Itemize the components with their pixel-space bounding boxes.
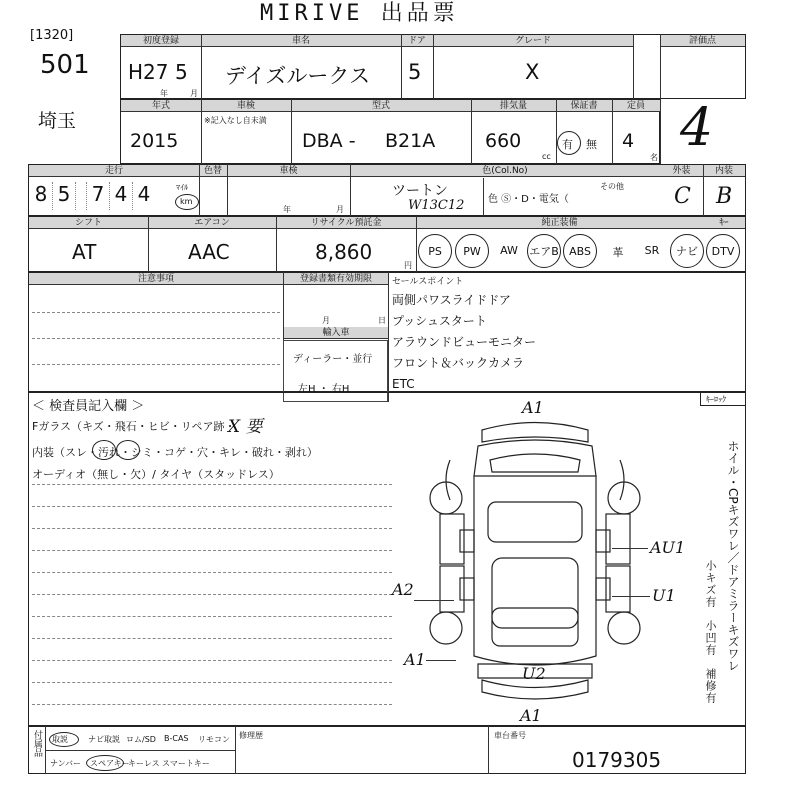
accessory-sparekey-circle — [86, 755, 124, 771]
displacement-value: 660 — [485, 130, 522, 152]
color-name: ツートン — [392, 183, 448, 199]
warranty-yes-circle — [557, 131, 581, 155]
interior-mark-1 — [92, 440, 116, 460]
form-title: MIRIVE 出品票 — [260, 1, 459, 26]
mark-left-rear: A1 — [404, 650, 426, 669]
expiry-year-unit: 年 — [283, 205, 291, 214]
sales-point: 両側パワスライドドア — [392, 293, 511, 307]
label-mileage: 走行 — [29, 165, 199, 177]
side-note-damage: 小キズ有 小凹有 補修有 — [704, 560, 717, 704]
shift-value: AT — [72, 240, 97, 264]
label-sales-points: セールスポイント — [392, 277, 464, 287]
deadline-month: 月 — [322, 316, 330, 325]
color-number: W13C12 — [408, 198, 465, 213]
color-other: その他 — [600, 182, 624, 191]
label-notes: 注意事項 — [29, 273, 283, 285]
sales-point: フロント＆バックカメラ — [392, 356, 525, 370]
label-exterior: 外装 — [660, 165, 703, 177]
doors-value: 5 — [408, 60, 422, 84]
recycle-unit: 円 — [404, 261, 412, 270]
grade-value: X — [525, 60, 540, 84]
aircon-value: AAC — [188, 240, 230, 264]
model-type-prefix: DBA - — [302, 130, 356, 152]
mileage-digit — [76, 182, 87, 210]
mark-right-front: AU1 — [650, 538, 686, 557]
lot-region: 埼玉 — [38, 110, 77, 132]
mark-rear-center: U2 — [522, 664, 546, 683]
inspector-title: ＜ 検査員記入欄 ＞ — [32, 399, 145, 414]
dealer-option: ディーラー・並行 — [293, 354, 373, 365]
label-displacement: 排気量 — [471, 100, 556, 112]
color-options: 色 Ⓢ・D・電気（ — [488, 194, 569, 205]
mileage-digit: 5 — [53, 182, 76, 210]
accessory: ロム/SD — [126, 735, 156, 744]
first-reg-era: H27 — [128, 60, 169, 84]
mileage-digit: 8 — [30, 182, 53, 210]
label-recycle: リサイクル預託金 — [276, 217, 416, 229]
mark-left-mid: A2 — [392, 580, 414, 599]
serial-number: 0179305 — [572, 748, 662, 772]
lot-code: 501 — [40, 50, 90, 80]
accessory: リモコン — [198, 735, 230, 744]
repair-label: 修理歴 — [239, 731, 263, 740]
equip-leather: 革 — [612, 246, 624, 259]
lot-number: [1320] — [30, 28, 74, 43]
accessory: ナビ取説 — [88, 735, 120, 744]
equip-pw: PW — [455, 234, 489, 268]
label-inspection: 車検 — [201, 100, 291, 112]
model-type-code: B21A — [385, 130, 436, 152]
label-car-name: 車名 — [201, 35, 401, 47]
accessory-side-label: 付属品 — [32, 730, 42, 757]
label-aircon: エアコン — [148, 217, 276, 229]
capacity-value: 4 — [622, 130, 635, 152]
mileage-unit-km: km — [180, 197, 193, 206]
label-color-change: 色替 — [199, 165, 227, 177]
sales-points-list — [392, 290, 536, 395]
label-equipment: 純正装備 — [416, 217, 703, 229]
sales-point: アラウンドビューモニター — [392, 335, 537, 349]
first-reg-month: 5 — [175, 60, 188, 84]
mileage-digit: 4 — [110, 182, 133, 210]
label-shift: シフト — [29, 217, 148, 229]
equip-dtv: DTV — [706, 234, 740, 268]
inspector-line-glass: Fガラス（キズ・飛石・ヒビ・リペア跡・ — [32, 420, 236, 433]
equip-ps: PS — [418, 234, 452, 268]
steering-option: 左H ・ 右H — [298, 384, 350, 395]
expiry-month-unit: 月 — [336, 205, 344, 214]
equip-navi: ナビ — [670, 234, 704, 268]
accessory: 取説 — [52, 735, 68, 744]
inspector-glass-mark: X 要 — [228, 417, 263, 437]
equip-sunroof: SR — [644, 244, 660, 257]
label-grade: グレード — [433, 35, 633, 47]
mileage-km-circle — [175, 194, 199, 210]
equip-aw: AW — [500, 244, 518, 257]
exterior-grade: C — [674, 184, 691, 209]
accessory: ナンバー — [50, 759, 82, 768]
accessory: スマートキー — [162, 759, 210, 768]
label-model-type: 型式 — [291, 100, 471, 112]
car-name: デイズルークス — [225, 64, 371, 88]
sales-point: プッシュスタート — [392, 314, 487, 328]
equip-airbag: エアB — [527, 234, 561, 268]
model-year: 2015 — [130, 130, 179, 152]
mark-right-rear: U1 — [652, 586, 676, 605]
label-interior: 内装 — [703, 165, 745, 177]
interior-grade: B — [716, 184, 733, 209]
first-reg-year-unit: 年 — [160, 89, 168, 98]
mileage-digit: 4 — [137, 182, 151, 206]
label-key: ｷｰ — [703, 217, 745, 229]
label-entry-via: 輸入車 — [284, 327, 388, 339]
mileage-digits — [30, 182, 172, 210]
accessory: スペアキー — [90, 759, 130, 768]
inspection-note: ※記入なし自未満 — [204, 116, 267, 125]
mileage-unit-mile: ﾏｲﾙ — [176, 183, 188, 192]
inspector-line-interior: 内装（スレ・汚れ・シミ・コゲ・穴・キレ・破れ・剥れ） — [32, 446, 318, 459]
label-color: 色(Col.No) — [350, 165, 660, 177]
displacement-unit: cc — [542, 152, 551, 161]
label-model-year: 年式 — [121, 100, 201, 112]
label-first-reg: 初度登録 — [121, 35, 201, 47]
score-value: 4 — [680, 98, 714, 158]
mileage-digit: 7 — [87, 182, 110, 210]
label-doors: ドア — [401, 35, 433, 47]
key-lock-label: ｷｰﾛｯｸ — [706, 395, 726, 404]
accessory-manual-circle — [49, 732, 79, 747]
capacity-unit: 名 — [650, 153, 658, 162]
inspector-line-audio: オーディオ（無し・欠）/ タイヤ（スタッドレス） — [32, 468, 280, 481]
equip-abs: ABS — [563, 234, 597, 268]
accessory: B-CAS — [164, 734, 189, 743]
label-score: 評価点 — [660, 35, 745, 47]
warranty-no: 無 — [586, 138, 597, 151]
accessory: キーレス — [128, 759, 160, 768]
label-warranty: 保証書 — [556, 100, 612, 112]
serial-label: 車台番号 — [494, 731, 526, 740]
warranty-yes: 有 — [562, 138, 573, 151]
deadline-day: 日 — [378, 316, 386, 325]
side-note-wheels: ホイル・CPキズワレ／ドアミラーキズワレ — [726, 440, 740, 672]
mark-front: A1 — [522, 398, 544, 417]
recycle-fee: 8,860 — [315, 240, 373, 264]
label-capacity: 定員 — [612, 100, 660, 112]
label-inspection-expiry: 車検 — [227, 165, 350, 177]
label-deadline: 登録書類有効期限 — [284, 273, 388, 285]
mark-rear: A1 — [520, 706, 542, 725]
first-reg-month-unit: 月 — [190, 89, 198, 98]
interior-mark-2 — [116, 440, 140, 460]
sales-point: ETC — [392, 377, 415, 391]
